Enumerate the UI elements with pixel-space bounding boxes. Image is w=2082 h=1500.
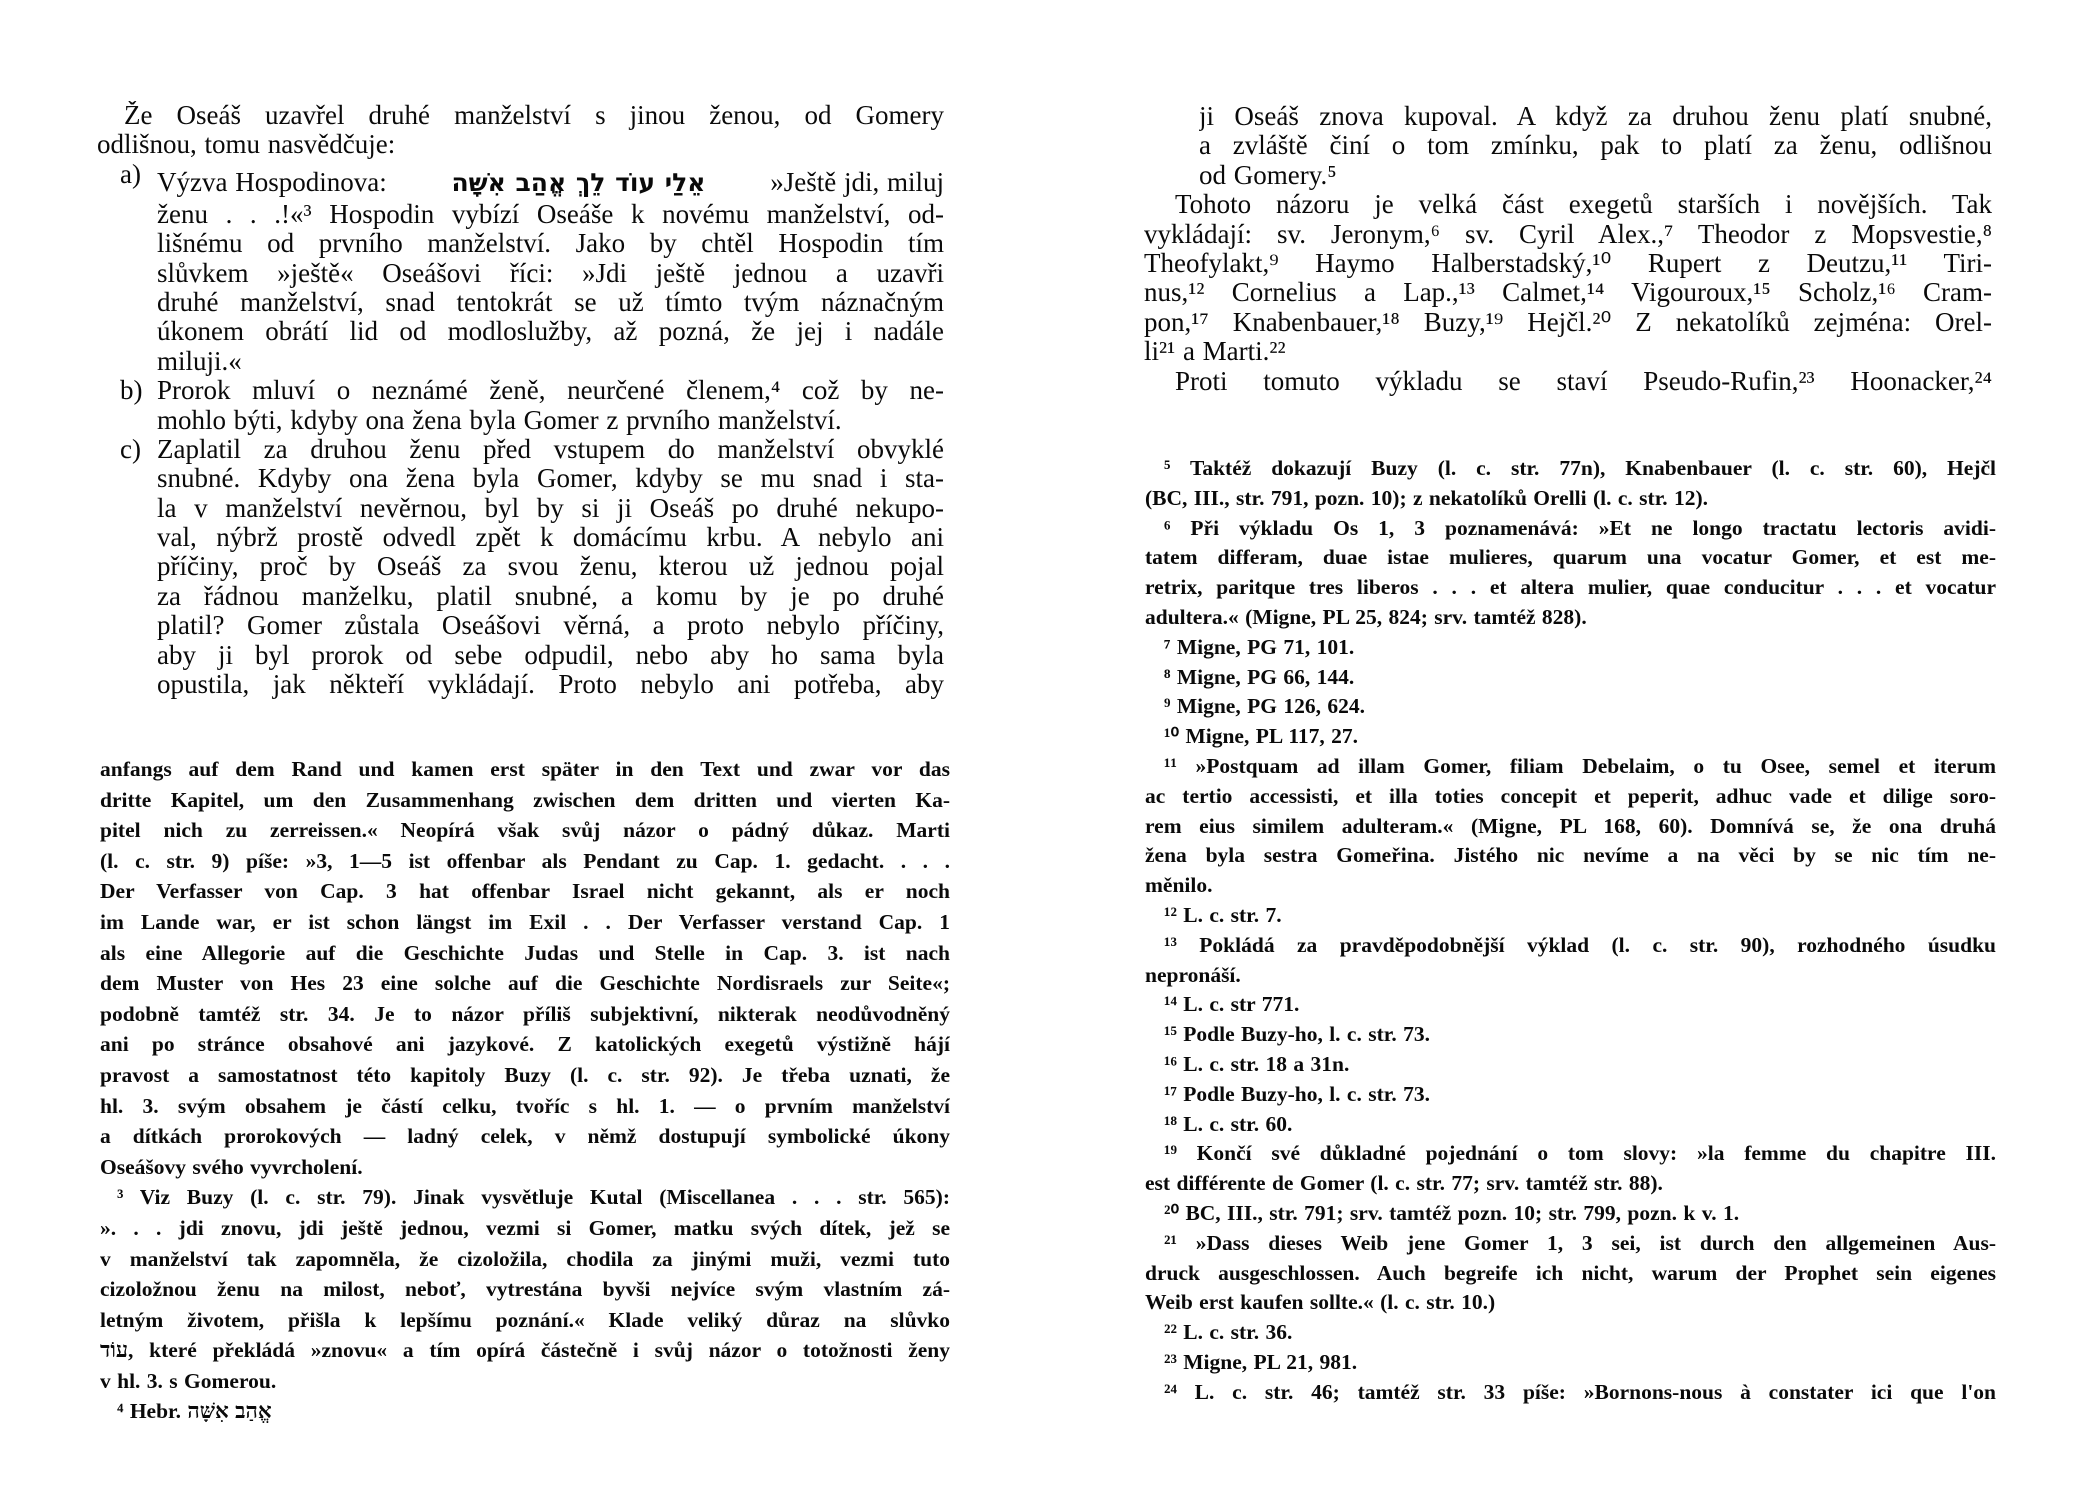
footnote bbox=[1145, 663, 1996, 693]
text-line: a dítkách prorokových — ladný celek, v němž dostupují symbolické úkony bbox=[100, 1124, 950, 1149]
text-line: rem eius similem adulteram.« (Migne, PL 168, 60). Domnívá se, že ona druhá bbox=[1145, 813, 1996, 838]
text-line: (BC, III., str. 791, pozn. 10); z nekatolíků Orelli (l. c. str. 12). bbox=[1145, 485, 1709, 510]
text-line: tatem differam, duae istae mulieres, quarum una vocatur Gomer, et est me- bbox=[1145, 545, 1996, 570]
lead-text: Výzva Hospodinova: bbox=[157, 166, 387, 197]
text-line: ji Oseáš znova kupoval. A když za druhou ženu platí snubné, bbox=[1199, 102, 1992, 131]
text-line: žena byla sestra Gomeřina. Jistého nic nevíme a na věci by se nic tím ne- bbox=[1145, 843, 1996, 868]
text-line: úkonem obrátí lid od modloslužby, až pozná, že jej i nadále bbox=[157, 317, 944, 347]
text-line: ⁵ Taktéž dokazují Buzy (l. c. str. 77n), Knabenbauer (l. c. str. 60), Hejčl bbox=[1164, 456, 1996, 480]
text-line: pravost a samostatnost této kapitoly Buzy (l. c. str. 92). Je třeba uznati, že bbox=[100, 1062, 950, 1087]
left-page-body-text bbox=[97, 101, 944, 699]
footnote bbox=[1145, 901, 1996, 931]
footnote bbox=[1145, 1110, 1996, 1140]
text-line: als eine Allegorie auf die Geschichte Judas und Stelle in Cap. 3. ist nach bbox=[100, 940, 950, 965]
text-line: ¹³ Pokládá za pravděpodobnější výklad (l. c. str. 90), rozhodného úsudku bbox=[1164, 932, 1996, 957]
text-line: li²¹ a Marti.²² bbox=[1144, 337, 1286, 367]
text-line: retrix, paritque tres liberos . . . et altera mulier, quae conducitur . . . et vocatur bbox=[1145, 575, 1996, 600]
text-line: ac tertio accessisti, et illa toties concepit et peperit, adhuc vade et dilige soro- bbox=[1145, 783, 1996, 808]
text-line: pitel nich zu zerreissen.« Neopírá však svůj názor o pádný důkaz. Marti bbox=[100, 818, 950, 843]
footnote bbox=[1145, 514, 1996, 633]
text-line: druck ausgeschlossen. Auch begreife ich nicht, warum der Prophet sein eigenes bbox=[1145, 1260, 1996, 1285]
footnote bbox=[100, 1182, 950, 1396]
text-line: ani po stránce obsahové ani jazykové. Z katolických exegetů výstižně hájí bbox=[100, 1032, 950, 1057]
right-page-body-text bbox=[1144, 102, 1992, 396]
text-line: miluji.« bbox=[157, 346, 242, 376]
text-line: ²⁴ L. c. str. 46; tamtéž str. 33 píše: »Bornons-nous à constater ici que l'on bbox=[1164, 1379, 1996, 1404]
list-item-label: c) bbox=[120, 433, 141, 464]
text-line: snubné. Kdyby ona žena byla Gomer, kdyby se mu snad i sta- bbox=[157, 464, 944, 494]
footnote bbox=[1145, 931, 1996, 991]
list-item-label: b) bbox=[120, 375, 143, 406]
text-line: ¹⁴ L. c. str 771. bbox=[1164, 992, 1300, 1017]
list-item bbox=[97, 160, 944, 376]
text-line: ²³ Migne, PL 21, 981. bbox=[1164, 1349, 1358, 1374]
text-line: Proti tomuto výkladu se staví Pseudo-Rufin,²³ Hoonacker,²⁴ bbox=[1175, 366, 1992, 396]
footnote bbox=[1145, 1139, 1996, 1199]
text-line: nus,¹² Cornelius a Lap.,¹³ Calmet,¹⁴ Vigouroux,¹⁵ Scholz,¹⁶ Cram- bbox=[1144, 278, 1992, 308]
hebrew-quote: אֵלַי עוֹד לֵךְ אֱהַב אִשָּׁה bbox=[451, 167, 706, 197]
text-line bbox=[157, 160, 944, 200]
text-line: ²² L. c. str. 36. bbox=[1164, 1320, 1293, 1345]
text-line: ¹⁵ Podle Buzy-ho, l. c. str. 73. bbox=[1164, 1022, 1430, 1047]
right-page-footnotes bbox=[1145, 454, 1996, 1408]
text-line: Der Verfasser von Cap. 3 hat offenbar Israel nicht gekannt, als er noch bbox=[100, 879, 950, 904]
text-line: ¹¹ »Postquam ad illam Gomer, filiam Debelaim, o tu Osee, semel et iterum bbox=[1164, 753, 1996, 778]
text-line: Prorok mluví o neznámé ženě, neurčené členem,⁴ což by ne- bbox=[157, 376, 944, 406]
text-line: la v manželství nevěrnou, byl by si ji Oseáš po druhé nekupo- bbox=[157, 493, 944, 523]
text-line: letným životem, přišla k lepšímu poznání.« Klade veliký důraz na slůvko bbox=[100, 1307, 950, 1332]
text-line: ¹² L. c. str. 7. bbox=[1164, 902, 1282, 927]
text-line: ⁴ Hebr. אֱהַב אִשָּׁה bbox=[117, 1399, 272, 1424]
left-page-footnotes bbox=[100, 754, 950, 1427]
list-item-label: a) bbox=[120, 158, 141, 189]
text-line: (l. c. str. 9) píše: »3, 1—5 ist offenbar als Pendant zu Cap. 1. gedacht. . . . bbox=[100, 848, 950, 873]
text-line: anfangs auf dem Rand und kamen erst später in den Text und zwar vor das bbox=[100, 757, 950, 781]
text-line: Oseášovy svého vyvrcholení. bbox=[100, 1154, 363, 1179]
text-line: ⁶ Při výkladu Os 1, 3 poznamenává: »Et ne longo tractatu lectoris avidi- bbox=[1164, 515, 1996, 540]
text-line: ⁹ Migne, PG 126, 624. bbox=[1164, 694, 1365, 719]
paragraph bbox=[1144, 190, 1992, 366]
paragraph bbox=[1144, 102, 1992, 190]
text-line: lišnému od prvního manželství. Jako by chtěl Hospodin tím bbox=[157, 229, 944, 259]
text-line: příčiny, proč by Oseáš za svou ženu, kterou už jednou pojal bbox=[157, 552, 944, 582]
text-line: ⁷ Migne, PG 71, 101. bbox=[1164, 634, 1355, 659]
text-line: ¹⁰ Migne, PL 117, 27. bbox=[1164, 724, 1359, 749]
footnote bbox=[1145, 990, 1996, 1020]
text-line: platil? Gomer zůstala Oseášovi věrná, a proto nebylo příčiny, bbox=[157, 611, 944, 641]
text-line: aby ji byl prorok od sebe odpudil, nebo aby ho sama byla bbox=[157, 640, 944, 670]
text-line: dritte Kapitel, um den Zusammenhang zwischen dem dritten und vierten Ka- bbox=[100, 787, 950, 812]
footnote bbox=[1145, 1348, 1996, 1378]
list-item bbox=[97, 435, 944, 700]
footnote bbox=[1145, 1378, 1996, 1408]
text-line: Tohoto názoru je velká část exegetů starších i novějších. Tak bbox=[1175, 190, 1992, 220]
text-line: im Lande war, er ist schon längst im Exil . . Der Verfasser verstand Cap. 1 bbox=[100, 909, 950, 934]
text-line: ¹⁶ L. c. str. 18 a 31n. bbox=[1164, 1051, 1350, 1076]
text-line: dem Muster von Hes 23 eine solche auf die Geschichte Nordisraels zur Seite«; bbox=[100, 971, 950, 996]
text-line: v hl. 3. s Gomerou. bbox=[100, 1368, 277, 1393]
text-line: odlišnou, tomu nasvědčuje: bbox=[97, 130, 396, 160]
text-line: Zaplatil za druhou ženu před vstupem do manželství obvyklé bbox=[157, 434, 944, 464]
quote-text: »Ještě jdi, miluj bbox=[770, 166, 944, 197]
paragraph bbox=[97, 101, 944, 160]
footnote bbox=[1145, 1229, 1996, 1318]
text-line: est différente de Gomer (l. c. str. 77; srv. tamtéž str. 88). bbox=[1145, 1171, 1663, 1196]
text-line: vykládají: sv. Jeronym,⁶ sv. Cyril Alex.,⁷ Theodor z Mopsvestie,⁸ bbox=[1144, 219, 1992, 249]
text-line: cizoložnou ženu na milost, neboť, vytrestána byvši nejvíce svým vlastním zá- bbox=[100, 1277, 950, 1302]
footnote bbox=[100, 1396, 950, 1427]
list-item bbox=[97, 376, 944, 435]
text-line: Že Oseáš uzavřel druhé manželství s jinou ženou, od Gomery bbox=[124, 101, 944, 130]
paragraph bbox=[1144, 367, 1992, 396]
text-line: ²¹ »Dass dieses Weib jene Gomer 1, 3 sei, ist durch den allgemeinen Aus- bbox=[1164, 1230, 1996, 1255]
text-line: ³ Viz Buzy (l. c. str. 79). Jinak vysvětluje Kutal (Miscellanea . . . str. 565): bbox=[117, 1185, 950, 1210]
text-line: ⁸ Migne, PG 66, 144. bbox=[1164, 664, 1355, 689]
text-line: od Gomery.⁵ bbox=[1199, 160, 1337, 190]
text-line: v manželství tak zapomněla, že cizoložila, chodila za jinými muži, vezmi tuto bbox=[100, 1246, 950, 1271]
footnote bbox=[1145, 1050, 1996, 1080]
text-line: slůvkem »ještě« Oseášovi říci: »Jdi ještě jednou a uzavři bbox=[157, 258, 944, 288]
text-line: ¹⁸ L. c. str. 60. bbox=[1164, 1111, 1293, 1136]
text-line: opustila, jak někteří vykládají. Proto nebylo ani potřeba, aby bbox=[157, 670, 944, 700]
text-line: ²⁰ BC, III., str. 791; srv. tamtéž pozn. 10; str. 799, pozn. k v. 1. bbox=[1164, 1200, 1740, 1225]
paragraph bbox=[100, 754, 950, 1182]
text-line: ¹⁹ Končí své důkladné pojednání o tom slovy: »la femme du chapitre III. bbox=[1164, 1141, 1996, 1166]
text-line: za řádnou manželku, platil snubné, a komu by je po druhé bbox=[157, 581, 944, 611]
text-line: mohlo býti, kdyby ona žena byla Gomer z prvního manželství. bbox=[157, 405, 842, 435]
footnote bbox=[1145, 1080, 1996, 1110]
footnote bbox=[1145, 752, 1996, 901]
footnote bbox=[1145, 1318, 1996, 1348]
text-line: nepronáší. bbox=[1145, 962, 1241, 987]
text-line: עוֹד, které překládá »znovu« a tím opírá částečně i svůj názor o totožnosti ženy bbox=[100, 1338, 950, 1363]
text-line: Theofylakt,⁹ Haymo Halberstadský,¹⁰ Rupert z Deutzu,¹¹ Tiri- bbox=[1144, 248, 1992, 278]
text-line: val, nýbrž prostě odvedl zpět k domácímu krbu. A nebylo ani bbox=[157, 523, 944, 553]
footnote bbox=[1145, 1020, 1996, 1050]
footnote bbox=[1145, 692, 1996, 722]
text-line: Weib erst kaufen sollte.« (l. c. str. 10.) bbox=[1145, 1290, 1496, 1315]
text-line: a zvláště činí o tom zmínku, pak to platí za ženu, odlišnou bbox=[1199, 131, 1992, 161]
footnote bbox=[1145, 454, 1996, 514]
footnote bbox=[1145, 1199, 1996, 1229]
text-line: měnilo. bbox=[1145, 873, 1213, 898]
text-line: ¹⁷ Podle Buzy-ho, l. c. str. 73. bbox=[1164, 1081, 1430, 1106]
text-line: podobně tamtéž str. 34. Je to názor příliš subjektivní, nikterak neodůvodněný bbox=[100, 1001, 950, 1026]
footnote bbox=[1145, 722, 1996, 752]
text-line: adultera.« (Migne, PL 25, 824; srv. tamtéž 828). bbox=[1145, 604, 1587, 629]
footnote bbox=[1145, 633, 1996, 663]
text-line: ». . . jdi znovu, jdi ještě jednou, vezmi si Gomer, matku svých dítek, jež se bbox=[100, 1215, 950, 1240]
text-line: hl. 3. svým obsahem je částí celku, tvoříc s hl. 1. — o prvním manželství bbox=[100, 1093, 950, 1118]
text-line: ženu . . .!«³ Hospodin vybízí Oseáše k novému manželství, od- bbox=[157, 199, 944, 229]
text-line: pon,¹⁷ Knabenbauer,¹⁸ Buzy,¹⁹ Hejčl.²⁰ Z nekatolíků zejména: Orel- bbox=[1144, 307, 1992, 337]
text-line: druhé manželství, snad tentokrát se už tímto tvým náznačným bbox=[157, 287, 944, 317]
